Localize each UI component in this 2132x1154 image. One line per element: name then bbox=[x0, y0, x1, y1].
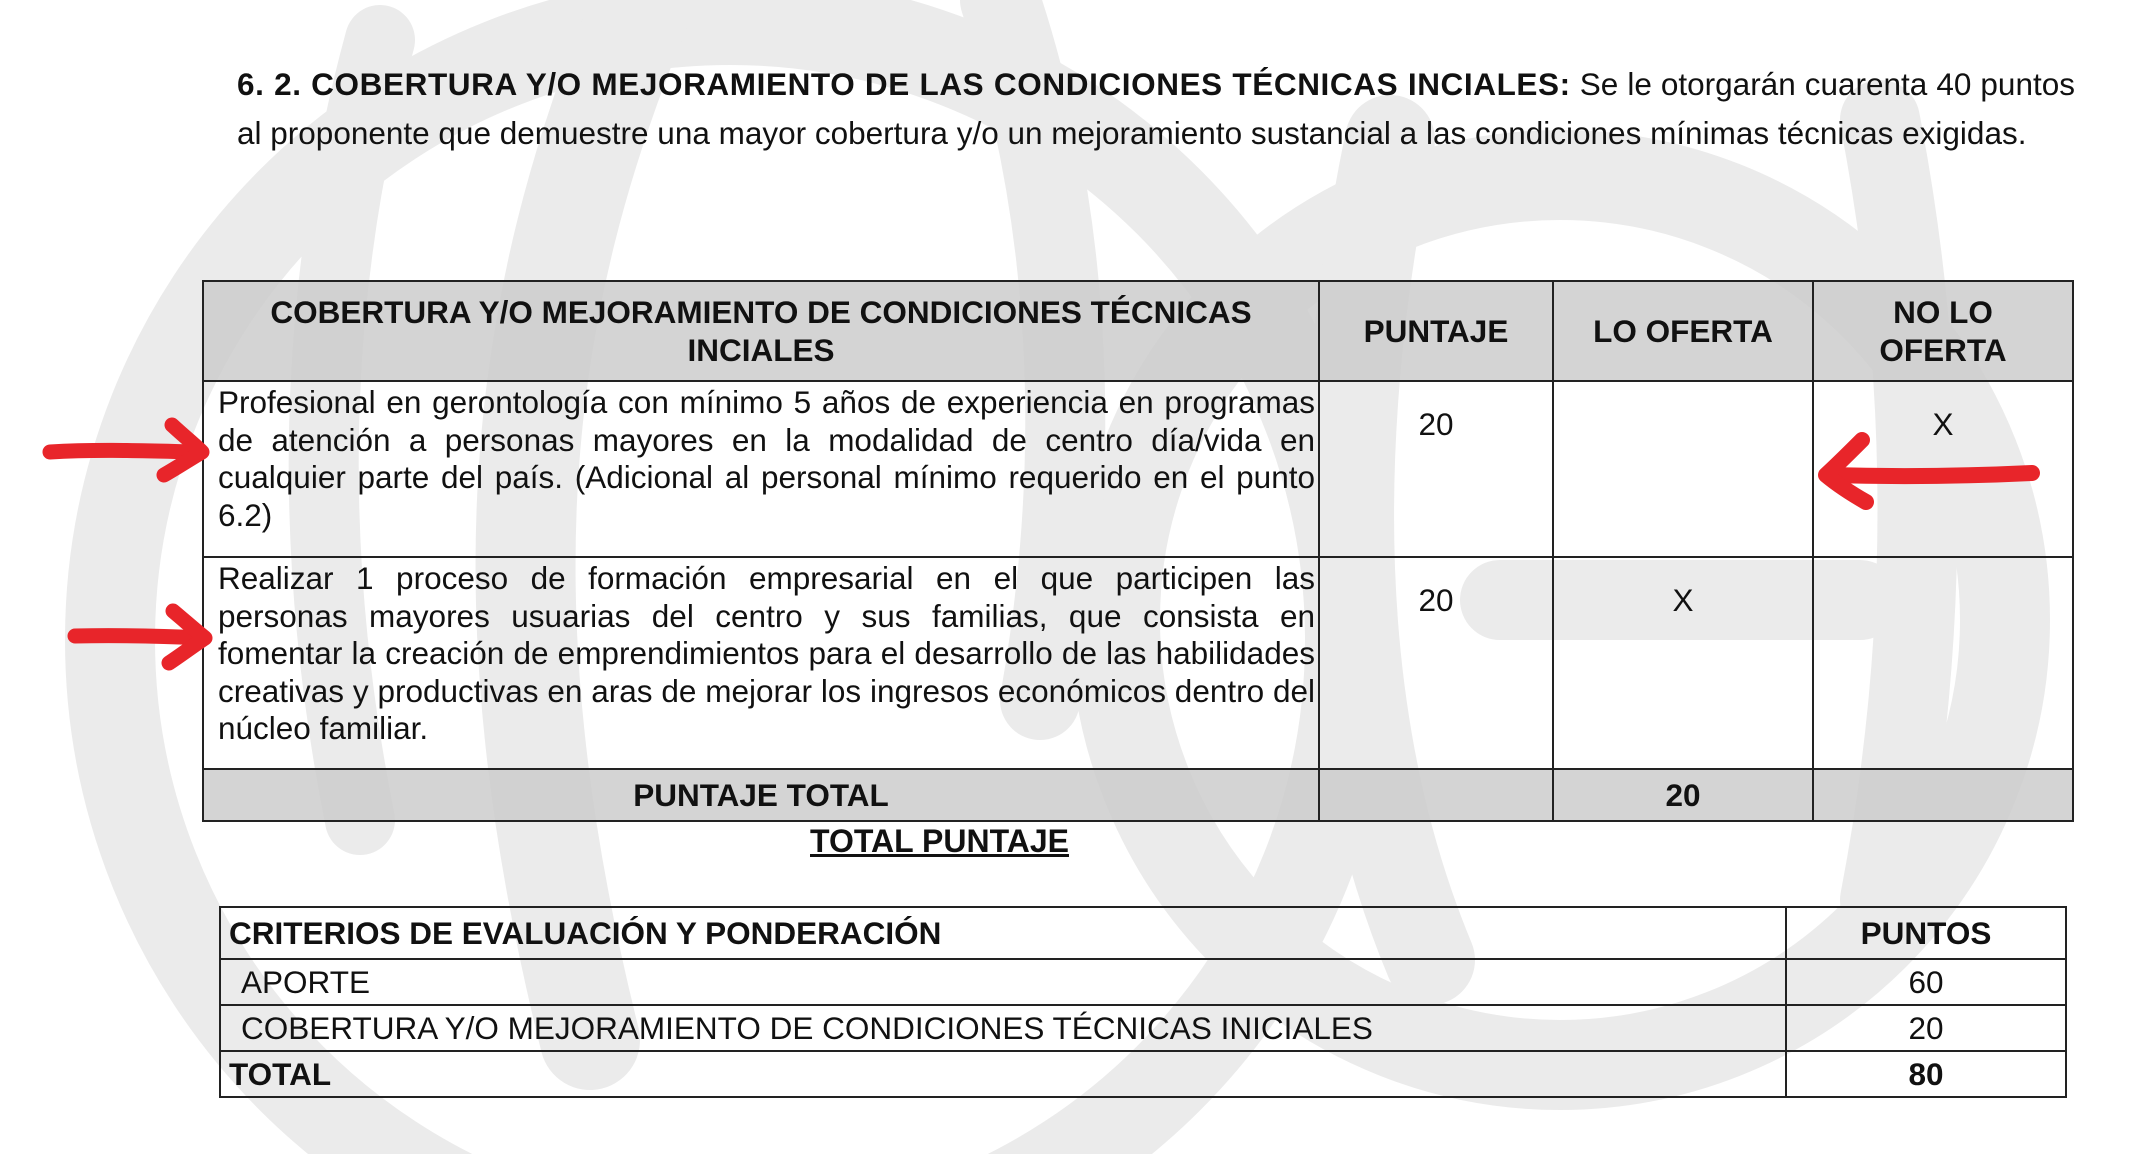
header-criteria: CRITERIOS DE EVALUACIÓN Y PONDERACIÓN bbox=[220, 907, 1786, 959]
total-row bbox=[203, 769, 2073, 821]
total-label: PUNTAJE TOTAL bbox=[203, 769, 1319, 821]
row-not-offers: X bbox=[1813, 381, 2073, 557]
summary-total-row bbox=[220, 1051, 2066, 1097]
summary-total-points: 80 bbox=[1786, 1051, 2066, 1097]
row-description: Realizar 1 proceso de formación empresarial en el que participen las personas mayores usuarias del centro y sus familias, que consista en fomentar la creación de emprendimientos para el desarrollo de las habilidades creativas y productivas en aras de mejorar los ingresos económicos dentro del núcleo familiar. bbox=[203, 557, 1319, 769]
row-score: 20 bbox=[1319, 381, 1553, 557]
header-criterion: COBERTURA Y/O MEJORAMIENTO DE CONDICIONES TÉCNICAS INCIALES bbox=[203, 281, 1319, 381]
summary-total-label: TOTAL bbox=[220, 1051, 1786, 1097]
coverage-header-row bbox=[203, 281, 2073, 381]
summary-label: APORTE bbox=[220, 959, 1786, 1005]
table-row bbox=[203, 557, 2073, 769]
table-row bbox=[220, 1005, 2066, 1051]
arrow-left-icon bbox=[1810, 430, 2045, 510]
row-offers: X bbox=[1553, 557, 1813, 769]
row-score: 20 bbox=[1319, 557, 1553, 769]
arrow-right-icon bbox=[40, 415, 215, 485]
section-body: Se le otorgarán cuarenta 40 puntos al proponente que demuestre una mayor cobertura y/o un mejoramiento sustancial a las condiciones mínimas técnicas exigidas. bbox=[237, 66, 2075, 151]
header-not-offers: NO LO OFERTA bbox=[1813, 281, 2073, 381]
total-not-offers bbox=[1813, 769, 2073, 821]
row-not-offers bbox=[1813, 557, 2073, 769]
total-score bbox=[1319, 769, 1553, 821]
summary-label: COBERTURA Y/O MEJORAMIENTO DE CONDICIONES TÉCNICAS INICIALES bbox=[220, 1005, 1786, 1051]
header-offers: LO OFERTA bbox=[1553, 281, 1813, 381]
header-score: PUNTAJE bbox=[1319, 281, 1553, 381]
coverage-table bbox=[202, 280, 2074, 822]
table-row bbox=[220, 959, 2066, 1005]
arrow-right-icon bbox=[65, 603, 215, 673]
table-row bbox=[203, 381, 2073, 557]
summary-header-row bbox=[220, 907, 2066, 959]
total-offers: 20 bbox=[1553, 769, 1813, 821]
summary-table bbox=[219, 906, 2067, 1098]
section-paragraph bbox=[237, 60, 2075, 158]
summary-heading: TOTAL PUNTAJE bbox=[810, 823, 1069, 859]
header-points: PUNTOS bbox=[1786, 907, 2066, 959]
section-heading: 6. 2. COBERTURA Y/O MEJORAMIENTO DE LAS CONDICIONES TÉCNICAS INCIALES: bbox=[237, 66, 1571, 102]
summary-points: 60 bbox=[1786, 959, 2066, 1005]
row-offers bbox=[1553, 381, 1813, 557]
summary-points: 20 bbox=[1786, 1005, 2066, 1051]
row-description: Profesional en gerontología con mínimo 5 años de experiencia en programas de atención a personas mayores en la modalidad de centro día/vida en cualquier parte del país. (Adicional al personal mínimo requerido en el punto 6.2) bbox=[203, 381, 1319, 557]
